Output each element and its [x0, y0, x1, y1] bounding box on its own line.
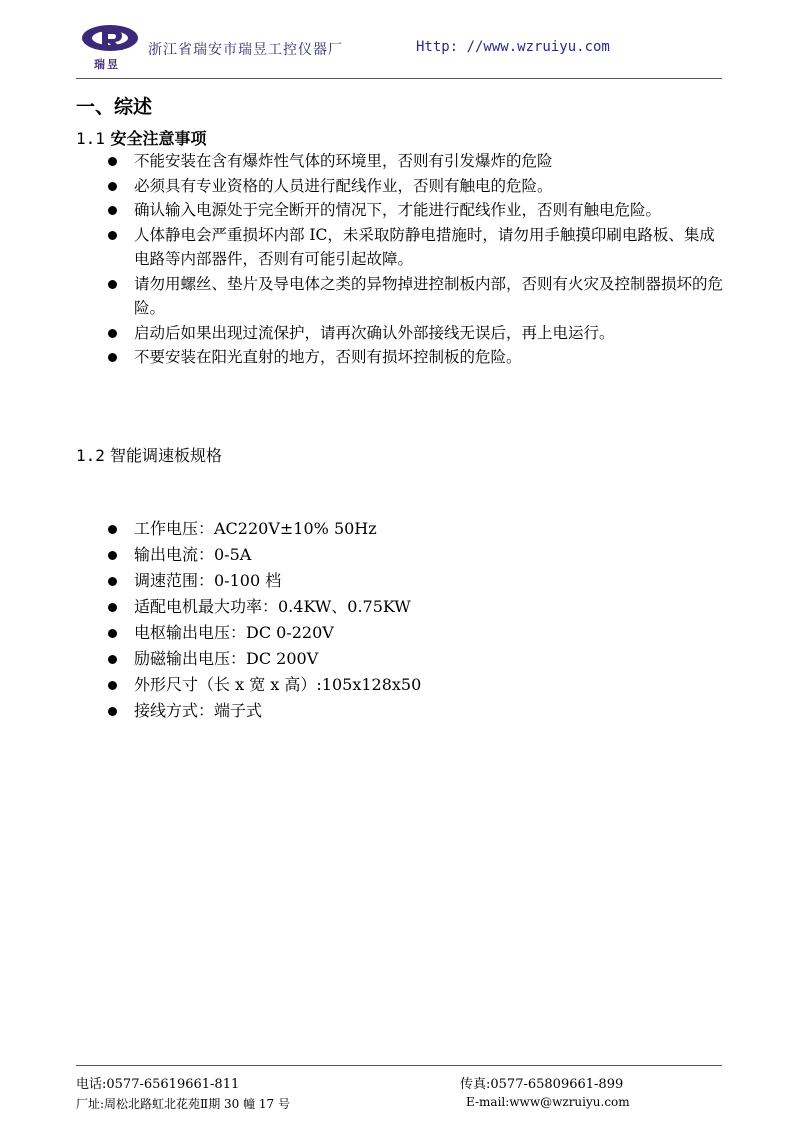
- list-item: 不要安装在阳光直射的地方，否则有损坏控制板的危险。: [106, 345, 726, 370]
- logo-text: 瑞昱: [94, 58, 120, 71]
- bullet-icon: [108, 329, 117, 338]
- footer-divider: [76, 1065, 722, 1066]
- list-item: 必须具有专业资格的人员进行配线作业，否则有触电的危险。: [106, 174, 726, 199]
- safety-heading: [76, 126, 207, 149]
- bullet-icon: [108, 629, 117, 638]
- list-item: 输出电流：0-5A: [106, 542, 726, 568]
- list-item: 不能安装在含有爆炸性气体的环境里，否则有引发爆炸的危险: [106, 149, 726, 174]
- spec-title: 智能调速板规格: [110, 446, 223, 465]
- list-item: 接线方式：端子式: [106, 698, 726, 724]
- safety-title: 安全注意事项: [110, 129, 207, 148]
- footer-fax: 传真:0577-65809661-899: [460, 1077, 624, 1092]
- list-item: 请勿用螺丝、垫片及导电体之类的异物掉进控制板内部，否则有火灾及控制器损坏的危险。: [106, 272, 726, 321]
- bullet-icon: [108, 280, 117, 289]
- bullet-icon: [108, 231, 117, 240]
- bullet-icon: [108, 206, 117, 215]
- spec-heading: [76, 443, 222, 466]
- footer-email[interactable]: E-mail:www@wzruiyu.com: [466, 1095, 630, 1109]
- list-item: 人体静电会严重损坏内部 IC，未采取防静电措施时，请勿用手触摸印刷电路板、集成电路等内部器件，否则有可能引起故障。: [106, 223, 726, 272]
- list-item: 启动后如果出现过流保护，请再次确认外部接线无误后，再上电运行。: [106, 321, 726, 346]
- bullet-icon: [108, 353, 117, 362]
- company-name: 浙江省瑞安市瑞昱工控仪器厂: [148, 42, 343, 58]
- list-item: 适配电机最大功率：0.4KW、0.75KW: [106, 594, 726, 620]
- footer-phone: 电话:0577-65619661-811: [76, 1077, 240, 1092]
- spec-number: 1.2: [76, 446, 105, 465]
- section-title: 一、综述: [76, 96, 153, 118]
- bullet-icon: [108, 707, 117, 716]
- bullet-icon: [108, 681, 117, 690]
- bullet-icon: [108, 182, 117, 191]
- list-item: 确认输入电源处于完全断开的情况下，才能进行配线作业，否则有触电危险。: [106, 198, 726, 223]
- safety-list: [106, 149, 726, 370]
- bullet-icon: [108, 655, 117, 664]
- bullet-icon: [108, 525, 117, 534]
- list-item: 电枢输出电压：DC 0-220V: [106, 620, 726, 646]
- safety-number: 1.1: [76, 129, 105, 148]
- header-divider: [76, 78, 722, 79]
- bullet-icon: [108, 551, 117, 560]
- bullet-icon: [108, 577, 117, 586]
- list-item: 工作电压：AC220V±10% 50Hz: [106, 516, 726, 542]
- spec-list: [106, 516, 726, 724]
- footer-address: 厂址:周松北路虹北花苑Ⅱ期 30 幢 17 号: [76, 1097, 290, 1111]
- page-header: [80, 18, 722, 80]
- list-item: 励磁输出电压：DC 200V: [106, 646, 726, 672]
- list-item: 调速范围：0-100 档: [106, 568, 726, 594]
- website-link[interactable]: Http: //www.wzruiyu.com: [416, 39, 610, 55]
- bullet-icon: [108, 603, 117, 612]
- bullet-icon: [108, 157, 117, 166]
- list-item: 外形尺寸（长 x 宽 x 高）:105x128x50: [106, 672, 726, 698]
